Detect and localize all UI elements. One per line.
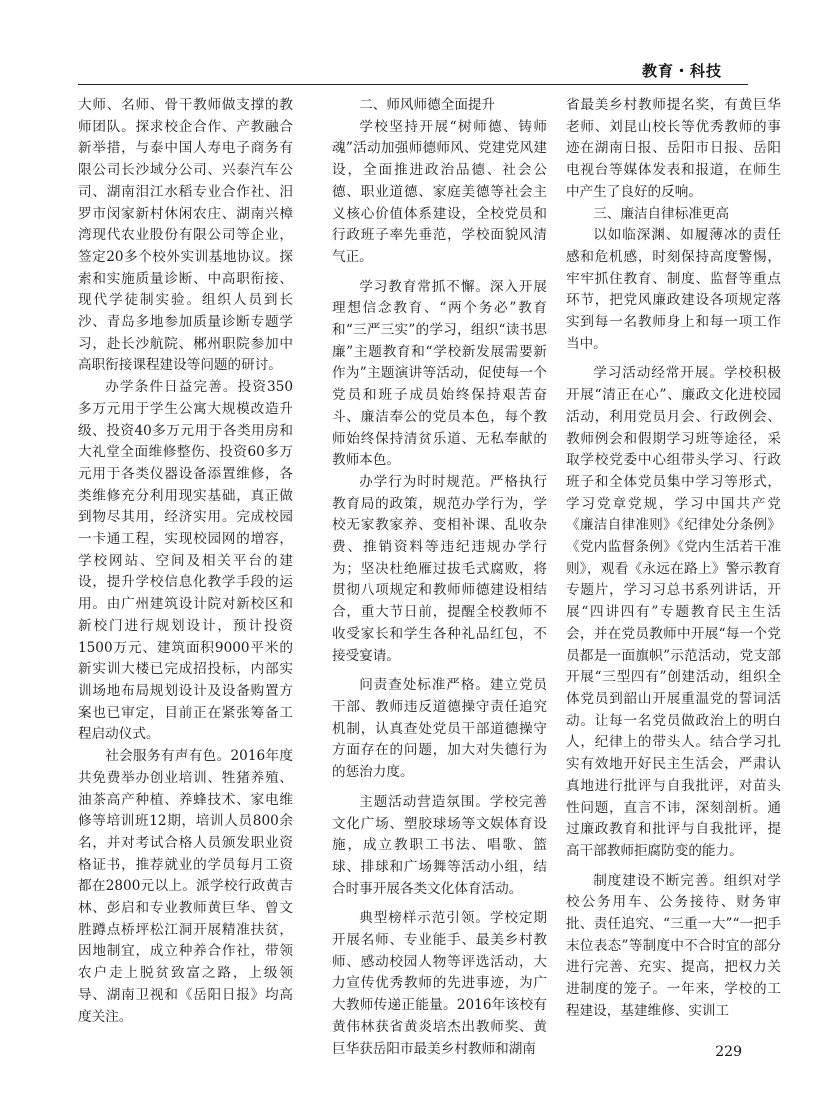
section-header-label: 教育・科技 bbox=[641, 62, 722, 80]
section-title: 二、师风师德全面提升 bbox=[359, 97, 496, 113]
section-title: 三、廉洁自律标准更高 bbox=[593, 205, 730, 222]
paragraph: 省最美乡村教师提名奖，有黄巨华老师、刘昆山校长等优秀教师的事迹在湖南日报、岳阳市日报、岳阳电视台等媒体发表和报道，在师生中产生了良好的反响。 bbox=[566, 97, 781, 200]
paragraph: 学习教育常抓不懈。深入开展理想信念教育、“两个务必”教育和“三严三实”的学习，组织“读书思廉”主题教育和“学校新发展需要新作为”主题演讲等活动，促使每一个党员和班子成员始终保持艰苦奋斗、廉洁奉公的党员本色，每个教师始终保持清贫乐道、无私奉献的教师本色。 bbox=[332, 278, 547, 469]
paragraph: 典型榜样示范引领。学校定期开展名师、专业能手、最美乡村教师、感动校园人物等评选活动，大力宣传优秀教师的先进事迹，为广大教师传递正能量。2016年该校有黄伟林获省黄炎培杰出教师奖、黄巨华获岳阳市最美乡村教师和湖南 bbox=[332, 910, 547, 1057]
paragraph: 学校坚持开展“树师德、铸师魂”活动加强师德师风、党建党风建设，全面推进政治品德、社会公德、职业道德、家庭美德等社会主义核心价值体系建设，全校党员和行政班子率先垂范，学校面貌风清气正。 bbox=[332, 118, 547, 265]
paragraph: 制度建设不断完善。组织对学校公务用车、公务接待、财务审批、责任追究、“三重一大”“一把手末位表态”等制度中不合时宜的部分进行完善、充实、提高，把权力关进制度的笼子。一年来，学校的工程建设，基建维修、实训工 bbox=[566, 872, 781, 1019]
page-number: 229 bbox=[715, 1044, 742, 1060]
header-rule bbox=[78, 84, 748, 85]
text-column-3 bbox=[566, 95, 781, 1023]
paragraph: 问责查处标准严格。建立党员干部、教师违反道德操守责任追究机制，认真查处党员干部道德操守方面存在的问题，加大对失德行为的惩治力度。 bbox=[332, 677, 547, 781]
paragraph: 办学条件日益完善。投资350多万元用于学生公寓大规模改造升级、投资40多万元用于各类用房和大礼堂全面维修整伤、投资60多万元用于各类仪器设备添置维修，各类维修充分利用现实基础，真正做到物尽其用，经济实用。完成校园一卡通工程，实现校园网的增容，学校网站、空间及相关平台的建设，提升学校信息化教学手段的运用。由广州建筑设计院对新校区和新校门进行规划设计，预计投资1500万元、建筑面积9000平米的新实训大楼已完成招投标，内部实训场地布局规划设计及设备购置方案也已审定，目前正在紧张筹备工程启动仪式。 bbox=[78, 379, 293, 743]
paragraph: 大师、名师、骨干教师做支撑的教师团队。探求校企合作、产教融合新举措，与泰中国人寿电子商务有限公司长沙域分公司、兴泰汽车公司、湖南泪江水稻专业合作社、汨罗市闵家新村休闲农庄、湖南兴樟湾现代农业股份有限公司等企业，签定20多个校外实训基地协议。探索和实施质量诊断、中高职衔接、现代学徒制实验。组织人员到长沙、青岛多地参加质量诊断专题学习，赴长沙航院、郴州职院参加中高职衔接课程建设等问题的研讨。 bbox=[78, 97, 293, 374]
paragraph: 办学行为时时规范。严格执行教育局的政策，规范办学行为，学校无家教家养、变相补课、乱收杂费、推销资料等违纪违规办学行为；坚决杜绝雁过拔毛式腐败，将贯彻八项规定和教师师德建设相结合，重大节日前，提醒全校教师不收受家长和学生各种礼品红包，不接受宴请。 bbox=[332, 473, 547, 664]
paragraph: 以如临深渊、如履薄冰的责任感和危机感，时刻保持高度警惕，牢牢抓住教育、制度、监督等重点环节，把党风廉政建设各项规定落实到每一名教师身上和每一项工作当中。 bbox=[566, 227, 781, 352]
paragraph: 学习活动经常开展。学校积极开展“清正在心”、廉政文化进校园活动，利用党员月会、行政例会、教师例会和假期学习班等途径，采取学校党委中心组带头学习、行政班子和全体党员集中学习等形式，学习党章党规，学习中国共产党《廉洁自律准则》《纪律处分条例》《党内监督条例》《党内生活若干准则》，观看《永远在路上》警示教育专题片，学习习总书系列讲话，开展“四讲四有”专题教育民主生活会，并在党员教师中开展“每一个党员都是一面旗帜”示范活动，党支部开展“三型四有”创建活动，组织全体党员到韶山开展重温党的誓词活动。让每一名党员做政治上的明白人，纪律上的带头人。结合学习扎实有效地开好民主生活会，严肃认真地进行批评与自我批评，对苗头性问题，直言不讳，深刻剖析。通过廉政教育和批评与自我批评，提高干部教师拒腐防变的能力。 bbox=[566, 365, 781, 859]
paragraph: 社会服务有声有色。2016年度共免费举办创业培训、牲猪养殖、油茶高产种植、养蜂技术、家电维修等培训班12期，培训人员800余名，并对考试合格人员颁发职业资格证书，推荐就业的学员每月工资都在2800元以上。派学校行政黄吉林、彭启和专业教师黄巨华、曾文胜蹲点桥坪松江洞开展精准扶贫，因地制宜，成立种养合作社，带领农户走上脱贫致富之路，上级领导、湖南卫视和《岳阳日报》均高度关注。 bbox=[78, 748, 293, 1025]
paragraph: 主题活动营造氛围。学校完善文化广场、塑胶球场等文娱体育设施，成立教职工书法、唱歌、篮球、排球和广场舞等活动小组，结合时事开展各类文化体育活动。 bbox=[332, 793, 547, 897]
text-column-1 bbox=[78, 95, 293, 1028]
text-column-2 bbox=[332, 95, 547, 1060]
